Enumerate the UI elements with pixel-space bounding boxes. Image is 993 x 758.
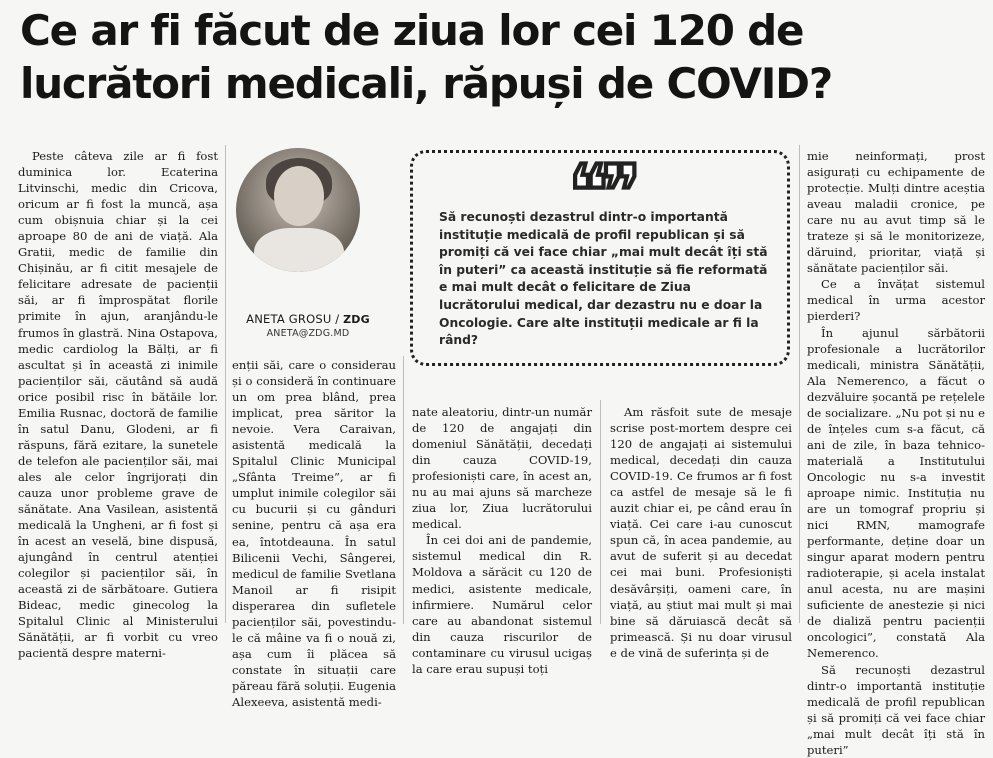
pull-quote-box — [410, 150, 790, 366]
column-4 — [610, 404, 792, 661]
paragraph: Am răsfoit sute de mesaje scrise post-mortem despre cei 120 de angajați ai sistemului medical, decedați din cauza COVID-19. Ce frumos ar fi fost ca astfel de mesaje să le fi auzit chiar ei, pe când erau în viață. Cei care i-au cunoscut spun că, în acea pandemie, au avut de suferit și au decedat cei mai buni. Profesioniști desăvârșiți, oameni care, în viață, au știut mai mult și mai bine să dăruiască decât să primească. Și nu doar virusul e de vină de suferința și de — [610, 405, 792, 660]
column-3 — [412, 404, 592, 677]
column-divider — [799, 145, 800, 623]
publication-name: ZDG — [343, 313, 370, 326]
paragraph: În ajunul sărbătorii profesionale a lucrătorilor medicali, ministra Sănătății, Ala Nemerenco, a făcut o dezvăluire șocantă pe rețelele de socializare. „Nu pot și nu e de înțeles cum s-a făcut, că ani de zile, în baza tehnico-materială a Institutului Oncologic nu s-a investit aproape nimic. Instituția nu are un tomograf propriu și nici RMN, mamografe performante, deține doar un singur aparat modern pentru radioterapie, și acela instalat anul acesta, nu are mașini suficiente de anestezie și nici de dializă pentru pacienții oncologici”, constată Ala Nemerenco. — [807, 325, 985, 661]
column-2 — [232, 357, 396, 710]
author-photo — [236, 148, 360, 272]
column-divider — [600, 400, 601, 624]
column-1 — [18, 148, 218, 662]
paragraph: nate aleatoriu, dintr-un număr de 120 de angajați din domeniul Sănătății, decedați din cauza COVID-19, profesioniști care, în acest an, nu au mai ajuns să marcheze ziua lor, Ziua lucrătorului medical. — [412, 405, 592, 532]
paragraph: În cei doi ani de pandemie, sistemul medical din R. Moldova a sărăcit cu 120 de medici, asistente medicale, infirmiere. Numărul celor care au abandonat sistemul din cauza riscurilor de contaminare cu virusul ucigaș la care erau supuși toți — [412, 533, 592, 676]
paragraph: Să recunoști dezastrul dintr-o importantă instituție medicală de profil republican și să promiți că vei face chiar „mai mult decât îți stă în puteri” — [807, 662, 985, 757]
paragraph: Peste câteva zile ar fi fost duminica lor. Ecaterina Litvinschi, medic din Cricova, oricum ar fi fost la muncă, așa cum obișnuia chiar și la cei aproape 80 de ani de viață. Ala Gratii, medic de familie din Chișinău, ar fi citit mesajele de felicitare adresate de pacienții săi, ar fi împrospătat florile primite în ajun, aranjându-le frumos în glastră. Nina Ostapova, medic cardiolog la Bălți, ar fi ascultat și în această zi inimile pacienților săi, căutând să audă orice posibil risc în bătăile lor. Emilia Rusnac, doctoră de familie în satul Danu, Glodeni, ar fi răspuns, fără ezitare, la sunetele de telefon ale pacienților săi, mai ales ale celor îngrijorați din cauza unor probleme grave de sănătate. Ana Vasilean, asistentă medicală la Ungheni, ar fi fost și în acest an veselă, bine dispusă, ajungând în centrul atenției colegilor și pacienților săi, în această zi de sărbătoare. Gutiera Bideac, medic ginecolog la Spitalul Clinic al Ministerului Sănătății, ar fi vorbit cu vreo pacientă despre materni- — [18, 149, 218, 661]
column-divider — [225, 145, 226, 623]
paragraph: enții săi, care o considerau și o consideră în continuare un om prea blând, prea implicat, prea săritor la nevoie. Vera Caraivan, asistentă medicală la Spitalul Clinic Municipal „Sfânta Treime”, ar fi umplut inimile colegilor săi cu bucurii și cu gânduri senine, pentru că așa era ea, întotdeauna. În satul Bilicenii Vechi, Sângerei, medicul de familie Svetlana Manoil ar fi risipit disperarea din sufletele pacienților săi, povestindu-le că mâine va fi o nouă zi, așa cum îi plăcea să constate în situații care păreau fără soluții. Eugenia Alexeeva, asistentă medi- — [232, 358, 396, 709]
author-byline — [236, 312, 380, 341]
author-name: ANETA GROSU / — [246, 312, 340, 326]
column-divider — [403, 356, 404, 624]
quotation-mark-icon: ❝❞ — [569, 148, 635, 233]
author-email: ANETA@ZDG.MD — [266, 328, 350, 339]
column-5 — [807, 148, 985, 758]
paragraph: mie neinformați, prost asigurați cu echipamente de protecție. Mulți dintre aceștia aveau maladii cronice, pe care nu au avut timp să le trateze și să le monitorizeze, dăruind, prioritar, viață și sănătate pacienților săi. — [807, 149, 985, 276]
pull-quote-text: Să recunoști dezastrul dintr-o importantă instituție medicală de profil republican și să promiți că vei face chiar „mai mult decât îți stă în puteri” ca această instituție să fie reformată e mai mult decât o felicitare de Ziua lucrătorului medical, dar dezastru nu e doar la Oncologie. Care alte instituții medicale ar fi la rând? — [439, 210, 768, 348]
paragraph: Ce a învățat sistemul medical în urma acestor pierderi? — [807, 277, 985, 324]
article-headline: Ce ar fi făcut de ziua lor cei 120 de lucrători medicali, răpuși de COVID? — [20, 6, 832, 108]
